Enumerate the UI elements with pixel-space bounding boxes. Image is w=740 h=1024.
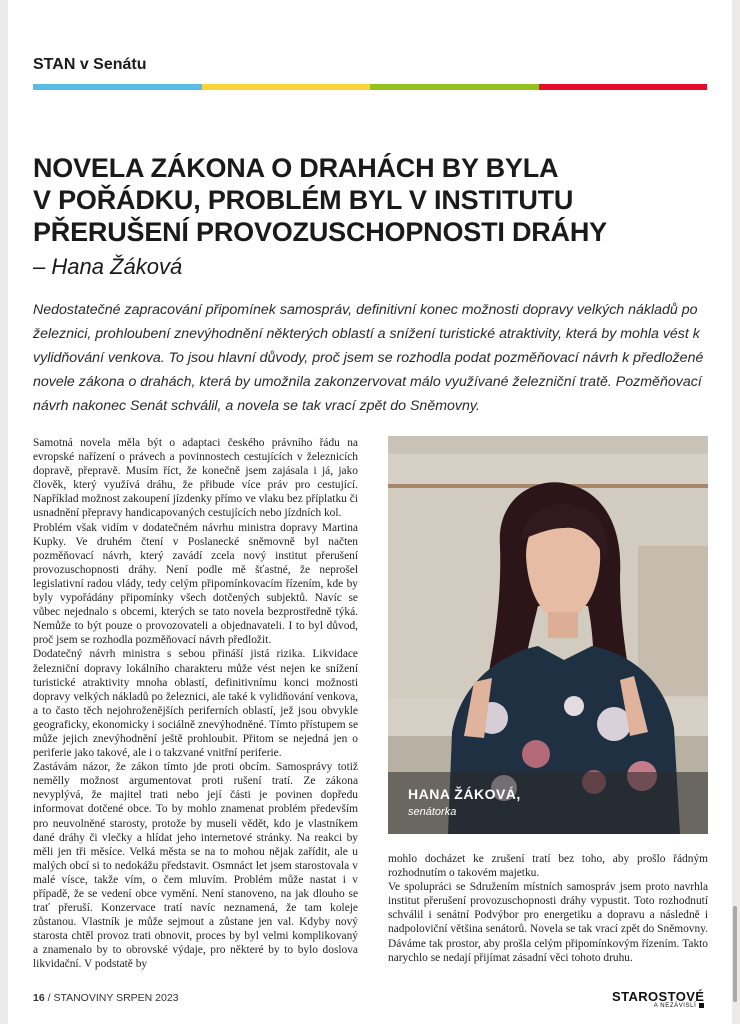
article-headline [33,152,693,248]
body-paragraph: mohlo docházet ke zrušení tratí bez toho, aby prošlo řádným rozhodnutím o takovém majetku. [388,853,708,880]
article-lead: Nedostatečné zapracování připomínek samospráv, definitivní konec možnosti dopravy velkých nákladů po železnici, prohloubení znevýhodnění některých oblastí a snížení turistické atraktivity, která by mohla vést k vylidňování venkova. To jsou hlavní důvody, proč jsem se rozhodla podat pozměňovací návrh k předložené novele zákona o drahách, která by umožnila zakonzervovat málo využívané železniční tratě. Pozměňovací návrh nakonec Senát schválil, a novela se tak vrací zpět do Sněmovny. [33,302,704,414]
logo-sub-text: A NEZÁVISLÍ [612,1003,704,1009]
headline-line: NOVELA ZÁKONA O DRAHÁCH BY BYLA [33,153,559,183]
color-stripe-red [539,84,708,90]
page-number: 16 [33,992,45,1004]
magazine-page [8,0,732,1024]
section-label: STAN v Senátu [33,56,147,73]
body-paragraph: Dodatečný návrh ministra s sebou přináší jistá rizika. Likvidace železniční dopravy lokálního charakteru může vést nejen ke snížení turistické atraktivity mnoha oblastí, definitivnímu konci možnosti dopravy velkých nákladů po železnici, ale také k vylidňování venkova, a to často těch nejohroženějších periferních oblastí, jež jsou obvykle geograficky, ekonomicky i sociálně znevýhodněné. Tímto přístupem se může jejich znevýhodnění ještě prohloubit. Přitom se nejedná jen o periferie jako takové, ale i o takzvané vnitřní periferie. [33,648,358,760]
page-footer [33,992,179,1004]
portrait-photo [388,436,708,834]
photo-caption-role: senátorka [408,806,457,818]
color-stripe-green [370,84,539,90]
photo-caption-name: HANA ŽÁKOVÁ, [408,786,521,802]
logo-main-text: STAROSTOVÉ [612,989,705,1004]
headline-line: V POŘÁDKU, PROBLÉM BYL V INSTITUTU [33,185,574,215]
article-byline: – Hana Žáková [33,254,183,279]
publication-name: / STANOVINY SRPEN 2023 [47,992,179,1004]
body-paragraph: Zastávám názor, že zákon tímto jde proti obcím. Samosprávy totiž nemělly možnost argumentovat proti rušení tratí. Ze zákona nevyplývá, že majitel trati nebo její části je povinen dopředu informovat dotčené obce. To by mohlo znamenat problém především pro neuvolněné starosty, protože by museli vědět, kdo je vlastníkem dané dráhy či vlečky a hlídat jeho internetové stránky. Na reakci by měli jen tři měsíce. Velká města se na to mohou nějak zařídit, ale u malých obcí si to nedokážu představit. Osmnáct let jsem starostovala v malé vísce, takže vím, o čem mluvím. Problém může nastat i v případě, že se vedení obce vymění. Není stanoveno, na jak dlouho se trať přeruší. Konzervace tratí navíc neznamená, že tam koleje zůstanou. Vlastník je může sejmout a zůstane jen val. Kdyby nový starosta chtěl provoz trati obnovit, proces by byl velmi komplikovaný a znamenalo by to obrovské výdaje, pro některé by to bylo doslova likvidační. V podstatě by [33,761,358,971]
portrait-illustration [388,436,708,834]
scrollbar-thumb[interactable] [733,906,737,1002]
body-column-right [388,852,708,978]
color-stripe [33,84,707,90]
color-stripe-yellow [202,84,371,90]
body-column-left [33,436,358,978]
body-paragraph: Problém však vidím v dodatečném návrhu ministra dopravy Martina Kupky. Ve druhém čtení v Poslanecké sněmovně byl načten pozměňovací návrh, který zavádí zcela nový institut přerušení provozuschopnosti dráhy. Není podle mě šťastné, že neprošel legislativní radou vlády, tedy celým připomínkovacím řízením, kde by byly vypořádány připomínky všech dotčených subjektů. Navíc se vůbec nejednalo s obcemi, kterých se tato novela bezprostředně týká. Nemůže to být pouze o provozovateli a objednavateli. I to byl důvod, proč jsem se rozhodla pozměňovací návrh předložit. [33,521,358,647]
body-paragraph: Samotná novela měla být o adaptaci českého právního řádu na evropské nařízení o právech a povinnostech cestujících v železnicích dopravě, přepravě. Musím říct, že konečně jsem zajásala i já, jako člověk, který využívá dráhu, že přibude více práv pro cestující. Například možnost zakoupení jízdenky přímo ve vlaku bez příplatku či usnadnění přepravy handicapovaných cestujících nebo jízdních kol. [33,437,358,520]
publisher-logo [612,989,704,1009]
color-stripe-blue [33,84,202,90]
headline-line: PŘERUŠENÍ PROVOZUSCHOPNOSTI DRÁHY [33,217,607,247]
body-paragraph: Ve spolupráci se Sdružením místních samospráv jsem proto navrhla institut přerušení provozuschopnosti dráhy vypustit. Toto rozhodnutí schválil i senátní Podvýbor pro energetiku a dopravu a následně i nadpoloviční většina senátorů. Novela se tak vrací zpět do Sněmovny. Dáváme tak prostor, aby prošla celým připomínkovým řízením. Takto narychlo se nedají přijímat zásadní věci tohoto druhu. [388,881,708,964]
